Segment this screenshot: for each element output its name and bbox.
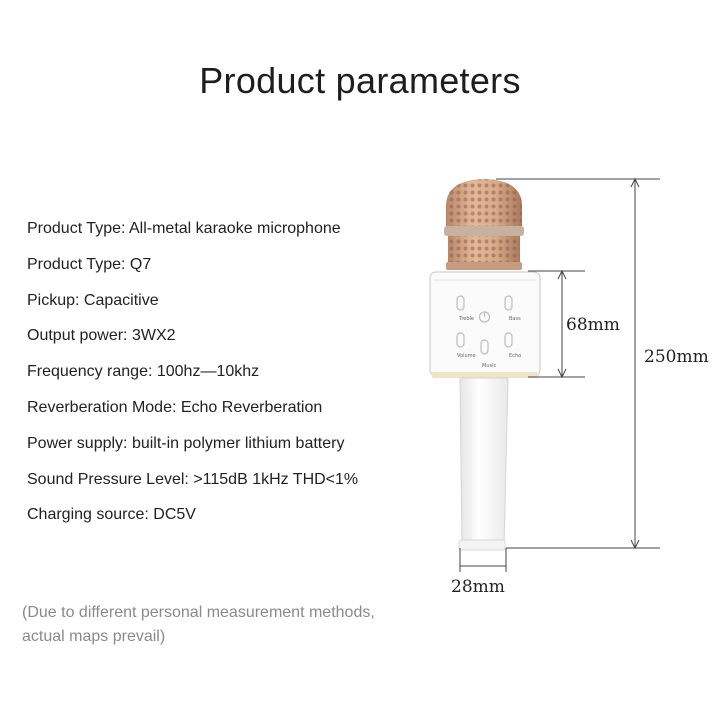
spec-pickup: Pickup: Capacitive: [27, 291, 159, 309]
note-line-2: actual maps prevail): [22, 628, 166, 645]
bass-label: Bass: [509, 316, 521, 322]
volume-label: Volume: [457, 353, 476, 359]
total-length-label: 250mm: [644, 347, 709, 367]
spec-power-supply: Power supply: built-in polymer lithium battery: [27, 434, 345, 452]
spec-sound-pressure: Sound Pressure Level: >115dB 1kHz THD<1%: [27, 470, 359, 488]
treble-label: Treble: [459, 316, 474, 322]
spec-charging-source: Charging source: DC5V: [27, 506, 196, 524]
echo-label: Echo: [509, 353, 522, 359]
mic-grille: [444, 179, 524, 270]
spec-frequency-range: Frequency range: 100hz—10khz: [27, 363, 260, 381]
note-line-1: (Due to different personal measurement methods,: [22, 604, 375, 621]
mic-body: [430, 272, 540, 378]
spec-product-type: Product Type: All-metal karaoke microphone: [27, 220, 341, 237]
spec-model: Product Type: Q7: [27, 255, 152, 273]
page-title: Product parameters: [199, 60, 521, 101]
music-label: Music: [482, 363, 497, 369]
mic-handle: [459, 378, 508, 550]
handle-width-label: 28mm: [451, 577, 505, 597]
body-height-label: 68mm: [566, 315, 620, 335]
spec-reverberation-mode: Reverberation Mode: Echo Reverberation: [27, 398, 323, 416]
spec-output-power: Output power: 3WX2: [27, 327, 176, 345]
